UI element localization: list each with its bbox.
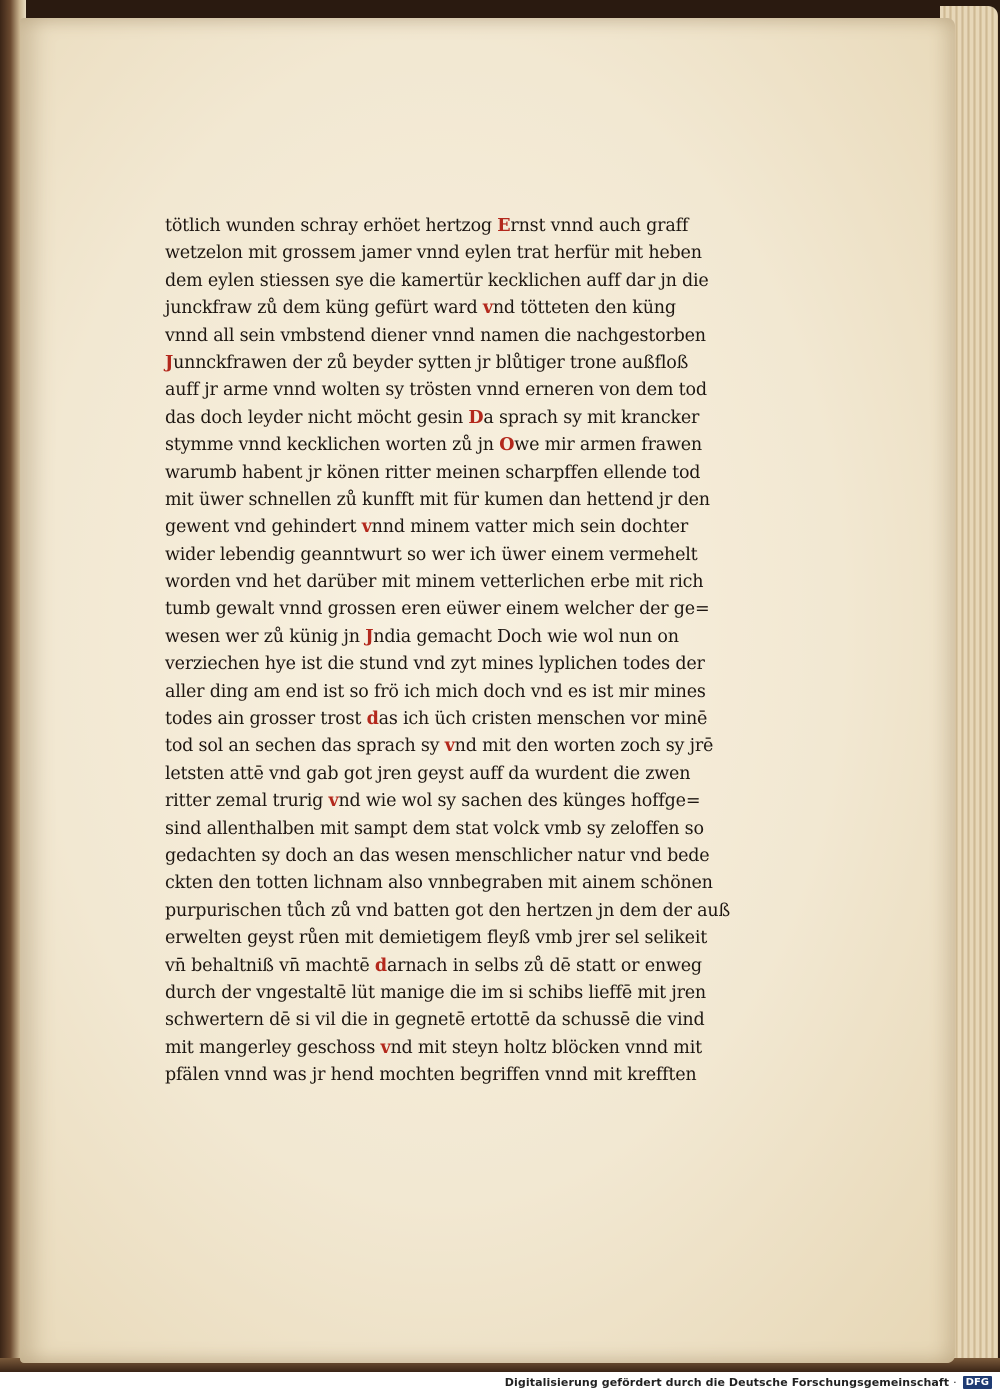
- footer-separator: ·: [953, 1375, 957, 1389]
- footer-bar: [0, 1372, 1000, 1392]
- text-line: [165, 925, 795, 952]
- text-line: [165, 596, 795, 623]
- text-line: [165, 350, 795, 377]
- line-text: rnst vnnd auch graff: [510, 216, 689, 236]
- text-line: [165, 679, 795, 706]
- line-text: das doch leyder nicht möcht gesin: [165, 407, 469, 428]
- line-text: mit üwer schnellen zů kunfft mit für kumen dan hettend jr den: [165, 489, 710, 510]
- text-line: [165, 788, 795, 815]
- line-text: mit mangerley geschoss: [165, 1037, 381, 1058]
- text-line: [165, 1035, 795, 1062]
- line-text: ckten den totten lichnam also vnnbegraben mit ainem schönen: [165, 873, 713, 894]
- text-line: [165, 487, 795, 514]
- line-text: schwertern dē si vil die in gegnetē ertottē da schussē die vind: [165, 1010, 705, 1031]
- text-line: [165, 295, 795, 322]
- line-text: nnd minem vatter mich sein dochter: [371, 517, 688, 538]
- rubric-initial: v: [482, 298, 493, 319]
- text-line: [165, 1007, 795, 1034]
- text-line: [165, 706, 795, 733]
- line-text: tod sol an sechen das sprach sy: [165, 736, 445, 757]
- line-text: letsten attē vnd gab got jren geyst auff da wurdent die zwen: [165, 763, 691, 784]
- rubric-initial: d: [374, 955, 387, 976]
- text-line: [165, 432, 795, 459]
- text-line: [165, 268, 795, 295]
- text-line: [165, 542, 795, 569]
- line-text: warumb habent jr könen ritter meinen scharpffen ellende tod: [165, 462, 701, 483]
- text-line: [165, 405, 795, 432]
- rubric-initial: J: [365, 626, 374, 647]
- line-text: durch der vngestaltē lüt manige die im si schibs lieffē mit jren: [165, 982, 706, 1003]
- line-text: nd wie wol sy sachen des künges hoffge=: [338, 791, 701, 812]
- text-line: [165, 514, 795, 541]
- book-page: [20, 18, 955, 1363]
- line-text: we mir armen frawen: [514, 435, 702, 456]
- rubric-initial: v: [380, 1037, 391, 1058]
- line-text: arnach in selbs zů dē statt or enweg: [386, 955, 702, 976]
- text-line: [165, 953, 795, 980]
- line-text: nd tötteten den küng: [492, 298, 676, 319]
- line-text: stymme vnnd kecklichen worten zů jn: [165, 435, 500, 456]
- text-line: [165, 898, 795, 925]
- line-text: aller ding am end ist so frö ich mich doch vnd es ist mir mines: [165, 681, 706, 702]
- line-text: ritter zemal trurig: [165, 791, 329, 812]
- line-text: auff jr arme vnnd wolten sy trösten vnnd erneren von dem tod: [165, 380, 707, 401]
- line-text: gedachten sy doch an das wesen menschlicher natur vnd bede: [165, 845, 710, 866]
- line-text: erwelten geyst růen mit demietigem fleyß vmb jrer sel selikeit: [165, 928, 708, 949]
- text-line: [165, 569, 795, 596]
- rubric-initial: v: [444, 736, 455, 757]
- rubric-initial: D: [468, 407, 484, 428]
- text-line: [165, 816, 795, 843]
- text-line: [165, 624, 795, 651]
- line-text: junckfraw zů dem küng gefürt ward: [165, 298, 483, 319]
- text-line: [165, 323, 795, 350]
- text-line: [165, 213, 795, 240]
- line-text: vnnd all sein vmbstend diener vnnd namen die nachgestorben: [165, 325, 706, 346]
- text-line: [165, 870, 795, 897]
- line-text: nd mit den worten zoch sy jrē: [454, 736, 714, 757]
- text-line: [165, 843, 795, 870]
- line-text: as ich üch cristen menschen vor minē: [378, 709, 708, 730]
- text-line: [165, 460, 795, 487]
- line-text: nd mit steyn holtz blöcken vnnd mit: [390, 1037, 702, 1058]
- line-text: wider lebendig geanntwurt so wer ich üwer einem vermehelt: [165, 544, 698, 565]
- line-text: gewent vnd gehindert: [165, 517, 362, 538]
- line-text: sind allenthalben mit sampt dem stat volck vmb sy zeloffen so: [165, 818, 704, 839]
- line-text: wesen wer zů künig jn: [165, 626, 366, 647]
- line-text: worden vnd het darüber mit minem vetterlichen erbe mit rich: [165, 572, 704, 593]
- text-line: [165, 1062, 795, 1089]
- rubric-initial: O: [499, 435, 515, 456]
- text-block: [165, 213, 795, 1090]
- rubric-initial: J: [165, 352, 174, 373]
- line-text: unnckfrawen der zů beyder sytten jr blůtiger trone außfloß: [173, 352, 689, 373]
- line-text: wetzelon mit grossem jamer vnnd eylen trat herfür mit heben: [165, 243, 702, 264]
- line-text: dem eylen stiessen sye die kamertür kecklichen auff dar jn die: [165, 270, 709, 291]
- rubric-initial: v: [328, 791, 339, 812]
- rubric-initial: d: [366, 709, 379, 730]
- line-text: a sprach sy mit krancker: [483, 407, 700, 428]
- rubric-initial: E: [497, 216, 511, 236]
- line-text: vn̄ behaltniß vn̄ machtē: [165, 955, 375, 976]
- line-text: tumb gewalt vnnd grossen eren eüwer einem welcher der ge=: [165, 599, 710, 620]
- line-text: pfälen vnnd was jr hend mochten begriffen vnnd mit krefften: [165, 1065, 697, 1086]
- funding-note: Digitalisierung gefördert durch die Deutsche Forschungsgemeinschaft: [504, 1375, 950, 1389]
- line-text: purpurischen tůch zů vnd batten got den hertzen jn dem der auß: [165, 900, 730, 921]
- rubric-initial: v: [361, 517, 372, 538]
- text-line: [165, 980, 795, 1007]
- text-line: [165, 651, 795, 678]
- text-line: [165, 240, 795, 267]
- text-line: [165, 761, 795, 788]
- line-text: verziechen hye ist die stund vnd zyt mines lyplichen todes der: [165, 654, 705, 675]
- text-line: [165, 733, 795, 760]
- line-text: tötlich wunden schray erhöet hertzog: [165, 216, 498, 236]
- line-text: todes ain grosser trost: [165, 709, 367, 730]
- dfg-logo: DFG: [963, 1376, 992, 1389]
- text-line: [165, 377, 795, 404]
- line-text: ndia gemacht Doch wie wol nun on: [373, 626, 679, 647]
